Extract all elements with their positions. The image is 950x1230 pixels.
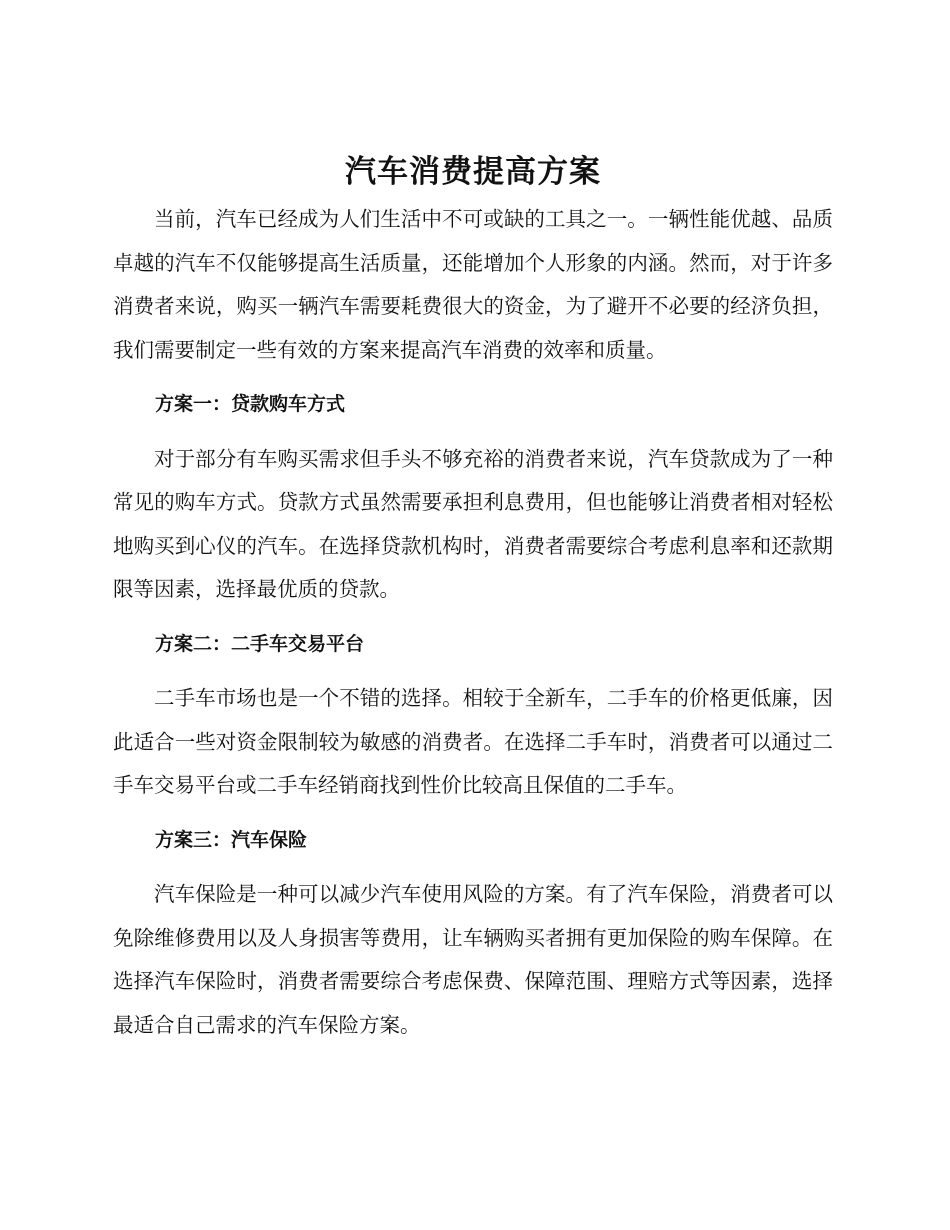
- section-body-1: 对于部分有车购买需求但手头不够充裕的消费者来说，汽车贷款成为了一种常见的购车方式。贷款方式虽然需要承担利息费用，但也能够让消费者相对轻松地购买到心仪的汽车。在选择贷款机构时，消费者需要综合考虑利息率和还款期限等因素，选择最优质的贷款。: [113, 446, 833, 601]
- document-page: [113, 148, 833, 1047]
- section-body-3: 汽车保险是一种可以减少汽车使用风险的方案。有了汽车保险，消费者可以免除维修费用以及人身损害等费用，让车辆购买者拥有更加保险的购车保障。在选择汽车保险时，消费者需要综合考虑保费、保障范围、理赔方式等因素，选择最适合自己需求的汽车保险方案。: [113, 882, 833, 1037]
- section-body-2: 二手车市场也是一个不错的选择。相较于全新车，二手车的价格更低廉，因此适合一些对资金限制较为敏感的消费者。在选择二手车时，消费者可以通过二手车交易平台或二手车经销商找到性价比较高且保值的二手车。: [113, 686, 833, 797]
- document-title: 汽车消费提高方案: [345, 154, 601, 190]
- intro-paragraph: 当前，汽车已经成为人们生活中不可或缺的工具之一。一辆性能优越、品质卓越的汽车不仅能够提高生活质量，还能增加个人形象的内涵。然而，对于许多消费者来说，购买一辆汽车需要耗费很大的资金，为了避开不必要的经济负担，我们需要制定一些有效的方案来提高汽车消费的效率和质量。: [113, 207, 833, 362]
- section-heading-2: 方案二：二手车交易平台: [155, 632, 365, 655]
- section-heading-3: 方案三：汽车保险: [155, 828, 308, 851]
- section-heading-1: 方案一：贷款购车方式: [155, 393, 346, 415]
